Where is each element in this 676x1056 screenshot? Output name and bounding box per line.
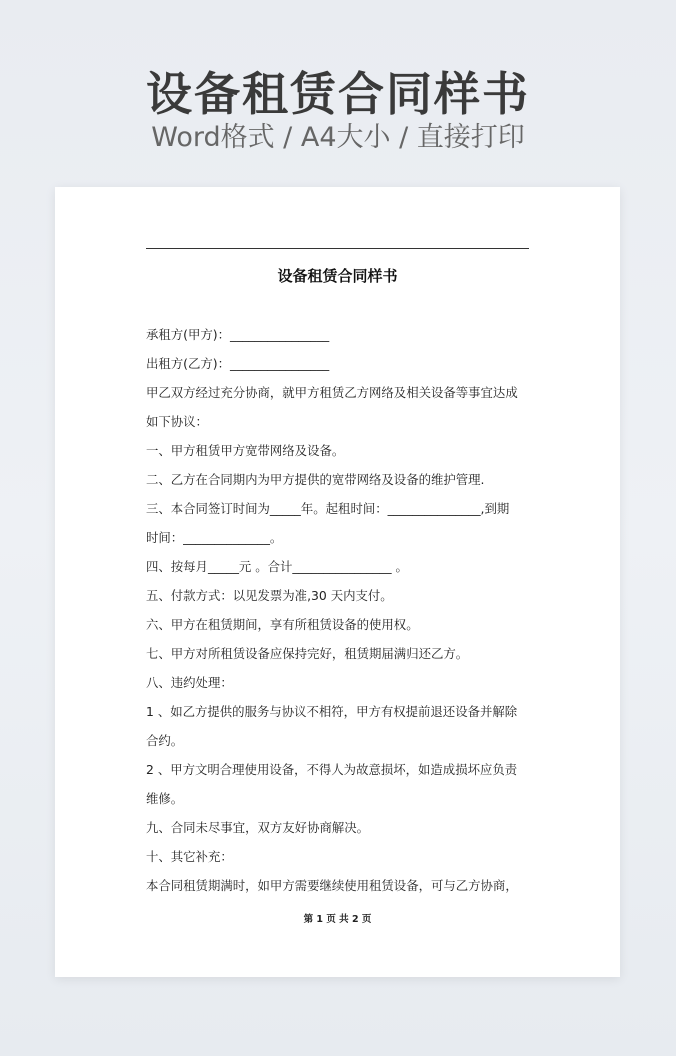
- clause-10: 十、其它补充：: [146, 849, 233, 864]
- clause-4: 四、按每月_____元 。合计________________ 。: [146, 559, 408, 574]
- document-title: 设备租赁合同样书: [277, 267, 398, 285]
- banner-subtitle: Word格式 / A4大小 / 直接打印: [151, 122, 525, 153]
- clause-10-text: 本合同租赁期满时，如甲方需要继续使用租赁设备，可与乙方协商，: [146, 878, 518, 893]
- banner-title: 设备租赁合同样书: [146, 67, 530, 121]
- clause-2: 二、乙方在合同期内为甲方提供的宽带网络及设备的维护管理.: [146, 472, 485, 487]
- clause-8: 八、违约处理：: [146, 675, 233, 690]
- page-number: 第 1 页 共 2 页: [303, 914, 372, 925]
- document-page: [55, 187, 620, 977]
- clause-5: 五、付款方式：以见发票为准,30 天内支付。: [146, 588, 393, 603]
- intro-line: 甲乙双方经过充分协商，就甲方租赁乙方网络及相关设备等事宜达成: [146, 385, 518, 400]
- clause-8-item-2: 2 、甲方文明合理使用设备，不得人为故意损坏，如造成损坏应负责: [146, 762, 518, 777]
- lessor-line: 出租方(乙方)：________________: [146, 356, 330, 371]
- document-body: [146, 320, 536, 900]
- clause-7: 七、甲方对所租赁设备应保持完好，租赁期届满归还乙方。: [146, 646, 469, 661]
- clause-8-item-1: 1 、如乙方提供的服务与协议不相符，甲方有权提前退还设备并解除: [146, 704, 518, 719]
- clause-9: 九、合同未尽事宜，双方友好协商解决。: [146, 820, 370, 835]
- clause-8-item-2-cont: 维修。: [146, 791, 184, 806]
- clause-3: 三、本合同签订时间为_____年。起租时间：_______________,到期: [146, 501, 510, 516]
- clause-8-item-1-cont: 合约。: [146, 733, 184, 748]
- header-rule: [146, 248, 529, 249]
- lessee-line: 承租方(甲方)：________________: [146, 327, 330, 342]
- clause-6: 六、甲方在租赁期间，享有所租赁设备的使用权。: [146, 617, 419, 632]
- clause-3-cont: 时间：______________。: [146, 530, 283, 545]
- intro-line-cont: 如下协议：: [146, 414, 208, 429]
- clause-1: 一、甲方租赁甲方宽带网络及设备。: [146, 443, 345, 458]
